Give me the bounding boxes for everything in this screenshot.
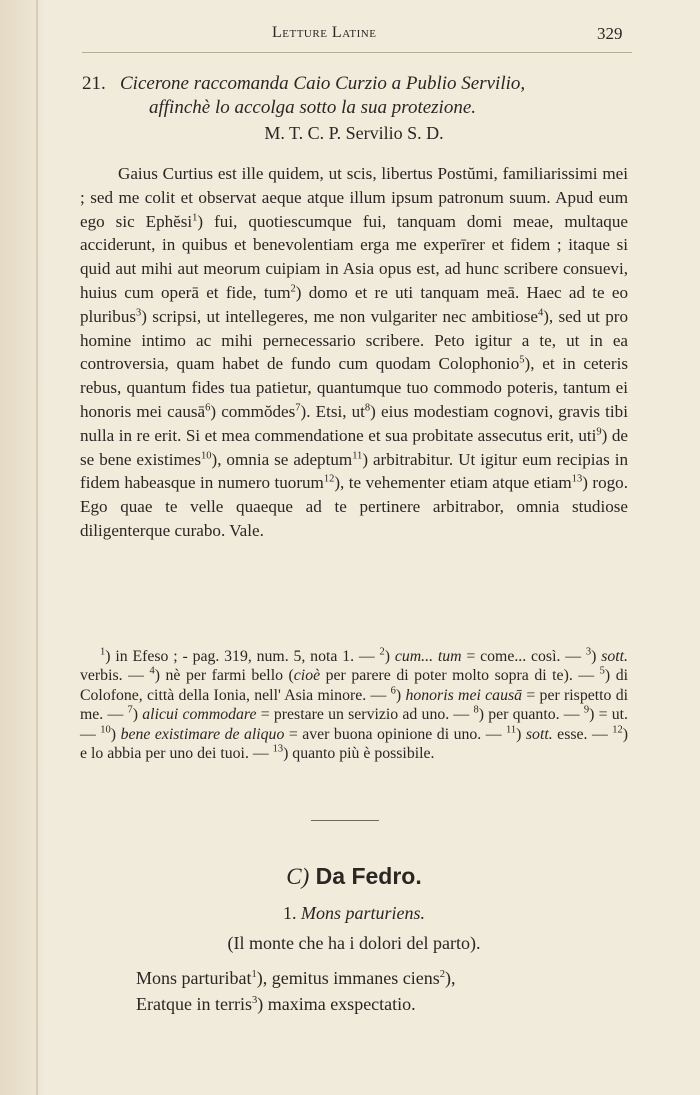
- footnote-ref: 1: [192, 211, 198, 223]
- footnote-ref: 9: [596, 426, 602, 438]
- footnote-ref: 7: [295, 402, 301, 414]
- letter-body: [80, 162, 628, 543]
- running-head: [272, 24, 376, 42]
- footnote-ref: 13: [571, 473, 583, 485]
- page-binding-edge: [0, 0, 46, 1095]
- fable-subtitle: (Il monte che ha i dolori del parto).: [227, 933, 481, 953]
- footnotes: [80, 647, 628, 763]
- footnote-ref: 8: [364, 402, 371, 414]
- footnote-ref: 4: [537, 307, 544, 319]
- section-title: Da Fedro.: [315, 863, 422, 889]
- footnote-ref: 11: [352, 449, 363, 461]
- page-number: 329: [597, 24, 623, 43]
- footnote-ref: 6: [205, 402, 211, 414]
- fable-title-text: Mons parturiens.: [300, 903, 425, 923]
- section-separator: [311, 820, 379, 821]
- letter-title-line-1: Cicerone raccomanda Caio Curzio a Publio Servilio,: [120, 73, 526, 94]
- running-title: Letture Latine: [272, 24, 377, 41]
- letter-title-line-2: affinchè lo accolga sotto la sua protezione.: [149, 97, 477, 118]
- footnote-ref: 3: [136, 307, 142, 319]
- letter-paragraph: Gaius Curtius est ille quidem, ut scis, libertus Postŭmi, familiarissimi mei ; sed me colit et observat aeque atque illum ipsum patronum suum. Apud eum ego sic Ephĕsi$^1$) fui, quotiescumque fui, tanquam domi meae, multaque acciderunt, in quibus et benevolentiam erga me experīrer et fidem ; itaque si quid aut mihi aut meorum cuipiam in Asia opus est, ad hunc scribere consuevi, huius cum operā et fide, tum$^2$) domo et re uti tanquam meā. Haec ad te eo pluribus$^3$) scripsi, ut intellegeres, me non vulgariter nec ambitiose$^4$), sed ut pro homine intimo ac mihi pernecessario scribere. Peto igitur a te, ut in ea controversia, quam habet de fundo cum quodam Colophonio$^5$), et in ceteris rebus, quantum fides tua patietur, quantumque tuo commodo poteris, tantum ei honoris mei causā$^6$) commŏdes$^7$). Etsi, $ut^8$) eius modestiam cognovi, gravis tibi nulla in re erit. Si et mea commendatione et sua probitate assecutus erit, uti$^9$) de se bene existimes$^{10}$), omnia se adeptum$^{11}$) arbitrabitur. Ut igitur eum recipias in fidem habeasque in numero tuorum$^{12}$), te vehementer etiam atque etiam$^{13}$) rogo. Ego quae te velle quaeque ad te pertinere arbitrabor, omnia studiose diligenterque curabo. Vale.: [80, 164, 629, 540]
- letter-salutation: M. T. C. P. Servilio S. D.: [264, 123, 444, 143]
- verse-line: Mons parturibat$^1$), gemitus immanes ciens$^2$),: [136, 968, 456, 988]
- fable-number: 1.: [282, 903, 297, 923]
- section-letter: C): [286, 864, 310, 889]
- footnote-ref: 12: [323, 473, 335, 485]
- fable-title: [80, 903, 628, 924]
- footnote-ref: 2: [290, 283, 296, 295]
- header-rule: [82, 52, 632, 53]
- footnotes-paragraph: $^1$) in Efeso ; - pag. 319, num. 5, nota 1. — $^2$) cum... tum = come... così. — $^3$) sott. verbis. — $^4$) nè per farmi bello (cioè per parere di poter molto sopra di te). — $^5$) di Colofone, città della Ionia, nell' Asia minore. — $^6$) honoris mei causā = per rispetto di me. — $^7$) alicui commodare = prestare un servizio ad uno. — $^8$) per quanto. — $^9$) = ut. — $^{10}$) bene existimare de aliquo = aver buona opinione di uno. — $^{11}$) sott. esse. — $^{12}$) e lo abbia per uno dei tuoi. — $^{13}$) quanto più è possibile.: [80, 646, 628, 763]
- verse-line: Eratque in terris$^3$) maxima exspectatio.: [136, 994, 416, 1014]
- section-heading: [80, 863, 628, 890]
- letter-number: 21.: [82, 73, 106, 94]
- letter-title: [82, 72, 642, 120]
- footnote-ref: 5: [519, 354, 525, 366]
- footnote-ref: 10: [201, 449, 212, 461]
- fable-verses: [136, 965, 636, 1017]
